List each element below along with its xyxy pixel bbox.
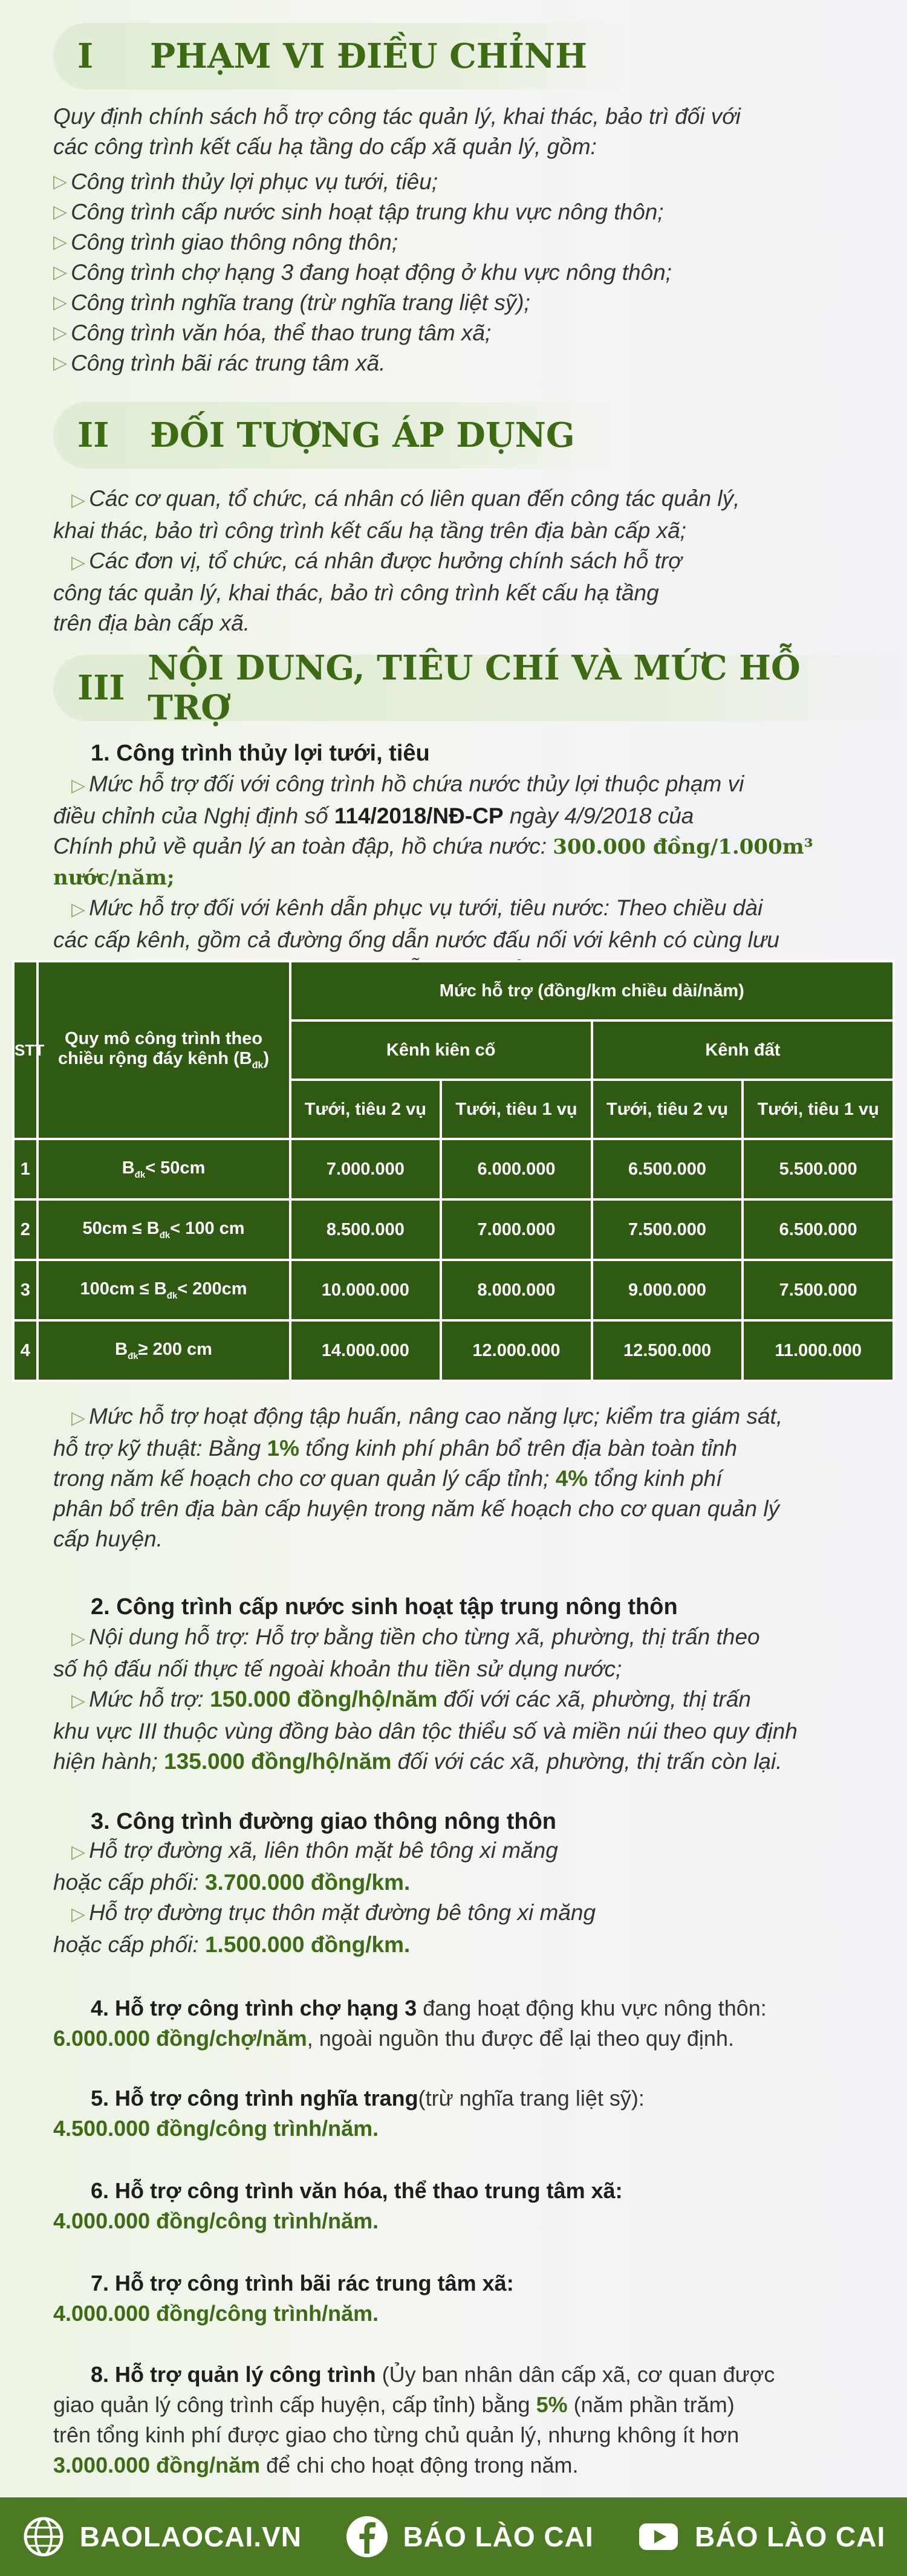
subsection-2-body: ▷ Nội dung hỗ trợ: Hỗ trợ bằng tiền cho từng xã, phường, thị trấn theo số hộ đấu nối thực tế ngoài khoản thu tiền sử dụng nước; ▷ Mức hỗ trợ: 150.000 đồng/hộ/năm đối với các xã, phường, thị trấn khu vực III thuộc vùng đồng bào dân tộc thiểu số và miền núi theo quy định hiện hành; 135.000 đồng/hộ/năm đối với các xã, phường, thị trấn còn lại. <box>53 1624 798 1774</box>
subsection-5: 5. Hỗ trợ công trình nghĩa trang(trừ nghĩa trang liệt sỹ): 4.500.000 đồng/công trình/năm. <box>53 2086 645 2141</box>
subsection-2-title: 2. Công trình cấp nước sinh hoạt tập trung nông thôn <box>91 1594 678 1620</box>
bullet-triangle-icon: ▷ <box>53 293 68 313</box>
table-header-earth-canal: Kênh đất <box>592 1020 894 1080</box>
footer-youtube-label: BÁO LÀO CAI <box>695 2521 886 2552</box>
scope-item: ▷ Công trình văn hóa, thể thao trung tâm xã; <box>53 318 888 348</box>
decree-number: 114/2018/NĐ-CP <box>334 803 504 828</box>
section-1-intro-line-1: Quy định chính sách hỗ trợ công tác quản lý, khai thác, bảo trì đối với <box>53 104 741 129</box>
section-2-p1-line-2: khai thác, bảo trì công trình kết cấu hạ tầng trên địa bàn cấp xã; <box>53 518 686 543</box>
scope-item: ▷ Công trình cấp nước sinh hoạt tập trung khu vực nông thôn; <box>53 197 888 227</box>
scope-item: ▷ Công trình nghĩa trang (trừ nghĩa trang liệt sỹ); <box>53 288 888 318</box>
globe-icon <box>22 2515 65 2558</box>
subsection-1-body: ▷ Mức hỗ trợ đối với công trình hồ chứa nước thủy lợi thuộc phạm vi điều chỉnh của Nghị định số 114/2018/NĐ-CP ngày 4/9/2018 của Chính phủ về quản lý an toàn đập, hồ chứa nước: 300.000 đồng/1.000m³ nước/năm; ▷ Mức hỗ trợ đối với kênh dẫn phục vụ tưới, tiêu nước: Theo chiều dài các cấp kênh, gồm cả đường ống dẫn nước đấu nối với kênh có cùng lưu <box>53 771 813 952</box>
bullet-triangle-icon: ▷ <box>71 490 86 510</box>
table-header-scale: Quy mô công trình theo chiều rộng đáy kênh $(B_{đk})$ <box>37 961 290 1139</box>
section-2-p2-line-3: trên địa bàn cấp xã. <box>53 611 250 635</box>
bullet-triangle-icon: ▷ <box>53 323 68 343</box>
training-support-paragraph: ▷ Mức hỗ trợ hoạt động tập huấn, nâng cao năng lực; kiểm tra giám sát, hỗ trợ kỹ thuật: Bằng 1% tổng kinh phí phân bổ trên địa bàn toàn tỉnh trong năm kế hoạch cho cơ quan quản lý cấp tỉnh; 4% tổng kinh phí phân bổ trên địa bàn cấp huyện trong năm kế hoạch cho cơ quan quản lý cấp huyện. <box>53 1404 783 1551</box>
subsection-7: 7. Hỗ trợ công trình bãi rác trung tâm xã: 4.000.000 đồng/công trình/năm. <box>53 2271 514 2326</box>
subsection-7-title: 7. Hỗ trợ công trình bãi rác trung tâm xã: <box>91 2271 514 2295</box>
table-header-two-crops: Tưới, tiêu 2 vụ <box>290 1080 441 1139</box>
footer-youtube-link[interactable] <box>637 2515 885 2558</box>
subsection-3-title: 3. Công trình đường giao thông nông thôn <box>91 1809 557 1834</box>
scope-item: ▷ Công trình chợ hạng 3 đang hoạt động ở khu vực nông thôn; <box>53 258 888 288</box>
canal-support-table <box>12 960 895 1382</box>
youtube-icon <box>637 2515 680 2558</box>
bullet-triangle-icon: ▷ <box>71 553 86 573</box>
subsection-1-title: 1. Công trình thủy lợi tưới, tiêu <box>91 741 430 766</box>
bullet-triangle-icon: ▷ <box>71 1408 86 1428</box>
bullet-triangle-icon: ▷ <box>71 776 86 796</box>
footer-bar <box>0 2497 907 2576</box>
section-2-header <box>53 402 611 469</box>
footer-website-link[interactable] <box>22 2515 302 2558</box>
subsection-5-title: 5. Hỗ trợ công trình nghĩa trang <box>91 2086 418 2110</box>
table-row: 3 $100cm \le B_{đk}< 200cm$ 10.000.000 8.000.000 9.000.000 7.500.000 <box>13 1260 894 1320</box>
table-header-one-crop: Tưới, tiêu 1 vụ <box>441 1080 592 1139</box>
subsection-6: 6. Hỗ trợ công trình văn hóa, thể thao trung tâm xã: 4.000.000 đồng/công trình/năm. <box>53 2178 623 2233</box>
table-header-one-crop: Tưới, tiêu 1 vụ <box>743 1080 894 1139</box>
bullet-triangle-icon: ▷ <box>71 1904 86 1924</box>
subsection-8: 8. Hỗ trợ quản lý công trình (Ủy ban nhân dân cấp xã, cơ quan được giao quản lý công trình cấp huyện, cấp tỉnh) bằng 5% (năm phần trăm) trên tổng kinh phí được giao cho từng chủ quản lý, nhưng không ít hơn 3.000.000 đồng/năm để chi cho hoạt động trong năm. <box>53 2362 775 2477</box>
reservoir-support-amount: 300.000 đồng/1.000m³ nước/năm; <box>53 835 813 890</box>
section-3-title: NỘI DUNG, TIÊU CHÍ VÀ MỨC HỖ TRỢ <box>148 648 801 728</box>
table-row: 4 $B_{đk}\ge 200$ cm 14.000.000 12.000.000 12.500.000 11.000.000 <box>13 1320 894 1381</box>
table-header-support-level: Mức hỗ trợ (đồng/km chiều dài/năm) <box>290 961 894 1020</box>
section-1-title: PHẠM VI ĐIỀU CHỈNH <box>150 36 588 76</box>
footer-website-label: BAOLAOCAI.VN <box>79 2521 302 2552</box>
section-2-number: II <box>77 415 109 455</box>
section-1-body <box>53 102 888 378</box>
subsection-4: 4. Hỗ trợ công trình chợ hạng 3 đang hoạt động khu vực nông thôn: 6.000.000 đồng/chợ/năm, ngoài nguồn thu được để lại theo quy định. <box>53 1996 767 2051</box>
section-2-title: ĐỐI TƯỢNG ÁP DỤNG <box>150 415 575 455</box>
section-2-body <box>53 484 888 638</box>
scope-item: ▷ Công trình giao thông nông thôn; <box>53 227 888 258</box>
footer-facebook-link[interactable] <box>345 2515 594 2558</box>
scope-item: ▷ Công trình bãi rác trung tâm xã. <box>53 348 888 378</box>
section-2-p1-line-1: ▷ Các cơ quan, tổ chức, cá nhân có liên quan đến công tác quản lý, <box>71 486 740 511</box>
section-2-p2-line-2: công tác quản lý, khai thác, bảo trì công trình kết cấu hạ tầng <box>53 580 659 605</box>
facebook-icon <box>345 2515 389 2558</box>
section-1-header <box>53 23 623 89</box>
section-2-p2-line-1: ▷ Các đơn vị, tổ chức, cá nhân được hưởng chính sách hỗ trợ <box>71 548 682 573</box>
table-row: 1 $B_{đk}< 50cm$ 7.000.000 6.000.000 6.500.000 5.500.000 <box>13 1139 894 1199</box>
table-header-solid-canal: Kênh kiên cố <box>290 1020 592 1080</box>
bullet-triangle-icon: ▷ <box>71 1842 86 1862</box>
section-1-number: I <box>77 36 94 76</box>
section-3-number: III <box>77 668 125 708</box>
bullet-triangle-icon: ▷ <box>71 1691 86 1711</box>
bullet-triangle-icon: ▷ <box>53 353 68 373</box>
subsection-8-title: 8. Hỗ trợ quản lý công trình <box>91 2362 376 2387</box>
bullet-triangle-icon: ▷ <box>53 202 68 222</box>
bullet-triangle-icon: ▷ <box>53 172 68 192</box>
footer-facebook-label: BÁO LÀO CAI <box>403 2521 594 2552</box>
table-header-two-crops: Tưới, tiêu 2 vụ <box>592 1080 743 1139</box>
scope-item: ▷ Công trình thủy lợi phục vụ tưới, tiêu; <box>53 167 888 197</box>
bullet-triangle-icon: ▷ <box>53 262 68 282</box>
bullet-triangle-icon: ▷ <box>53 232 68 252</box>
section-3-header <box>53 648 907 728</box>
subsection-3-body: ▷ Hỗ trợ đường xã, liên thôn mặt bê tông xi măng hoặc cấp phối: 3.700.000 đồng/km. ▷ Hỗ trợ đường trục thôn mặt đường bê tông xi măng hoặc cấp phối: 1.500.000 đồng/km. <box>53 1838 596 1957</box>
subsection-6-title: 6. Hỗ trợ công trình văn hóa, thể thao trung tâm xã: <box>91 2178 623 2203</box>
bullet-triangle-icon: ▷ <box>71 1629 86 1649</box>
bullet-triangle-icon: ▷ <box>71 900 86 920</box>
section-1-intro-line-2: các công trình kết cấu hạ tầng do cấp xã quản lý, gồm: <box>53 134 597 159</box>
table-row: 2 $50cm \le B_{đk}< 100$ cm 8.500.000 7.000.000 7.500.000 6.500.000 <box>13 1199 894 1260</box>
table-header-stt: STT <box>13 961 37 1139</box>
subsection-4-title: 4. Hỗ trợ công trình chợ hạng 3 <box>91 1996 417 2020</box>
